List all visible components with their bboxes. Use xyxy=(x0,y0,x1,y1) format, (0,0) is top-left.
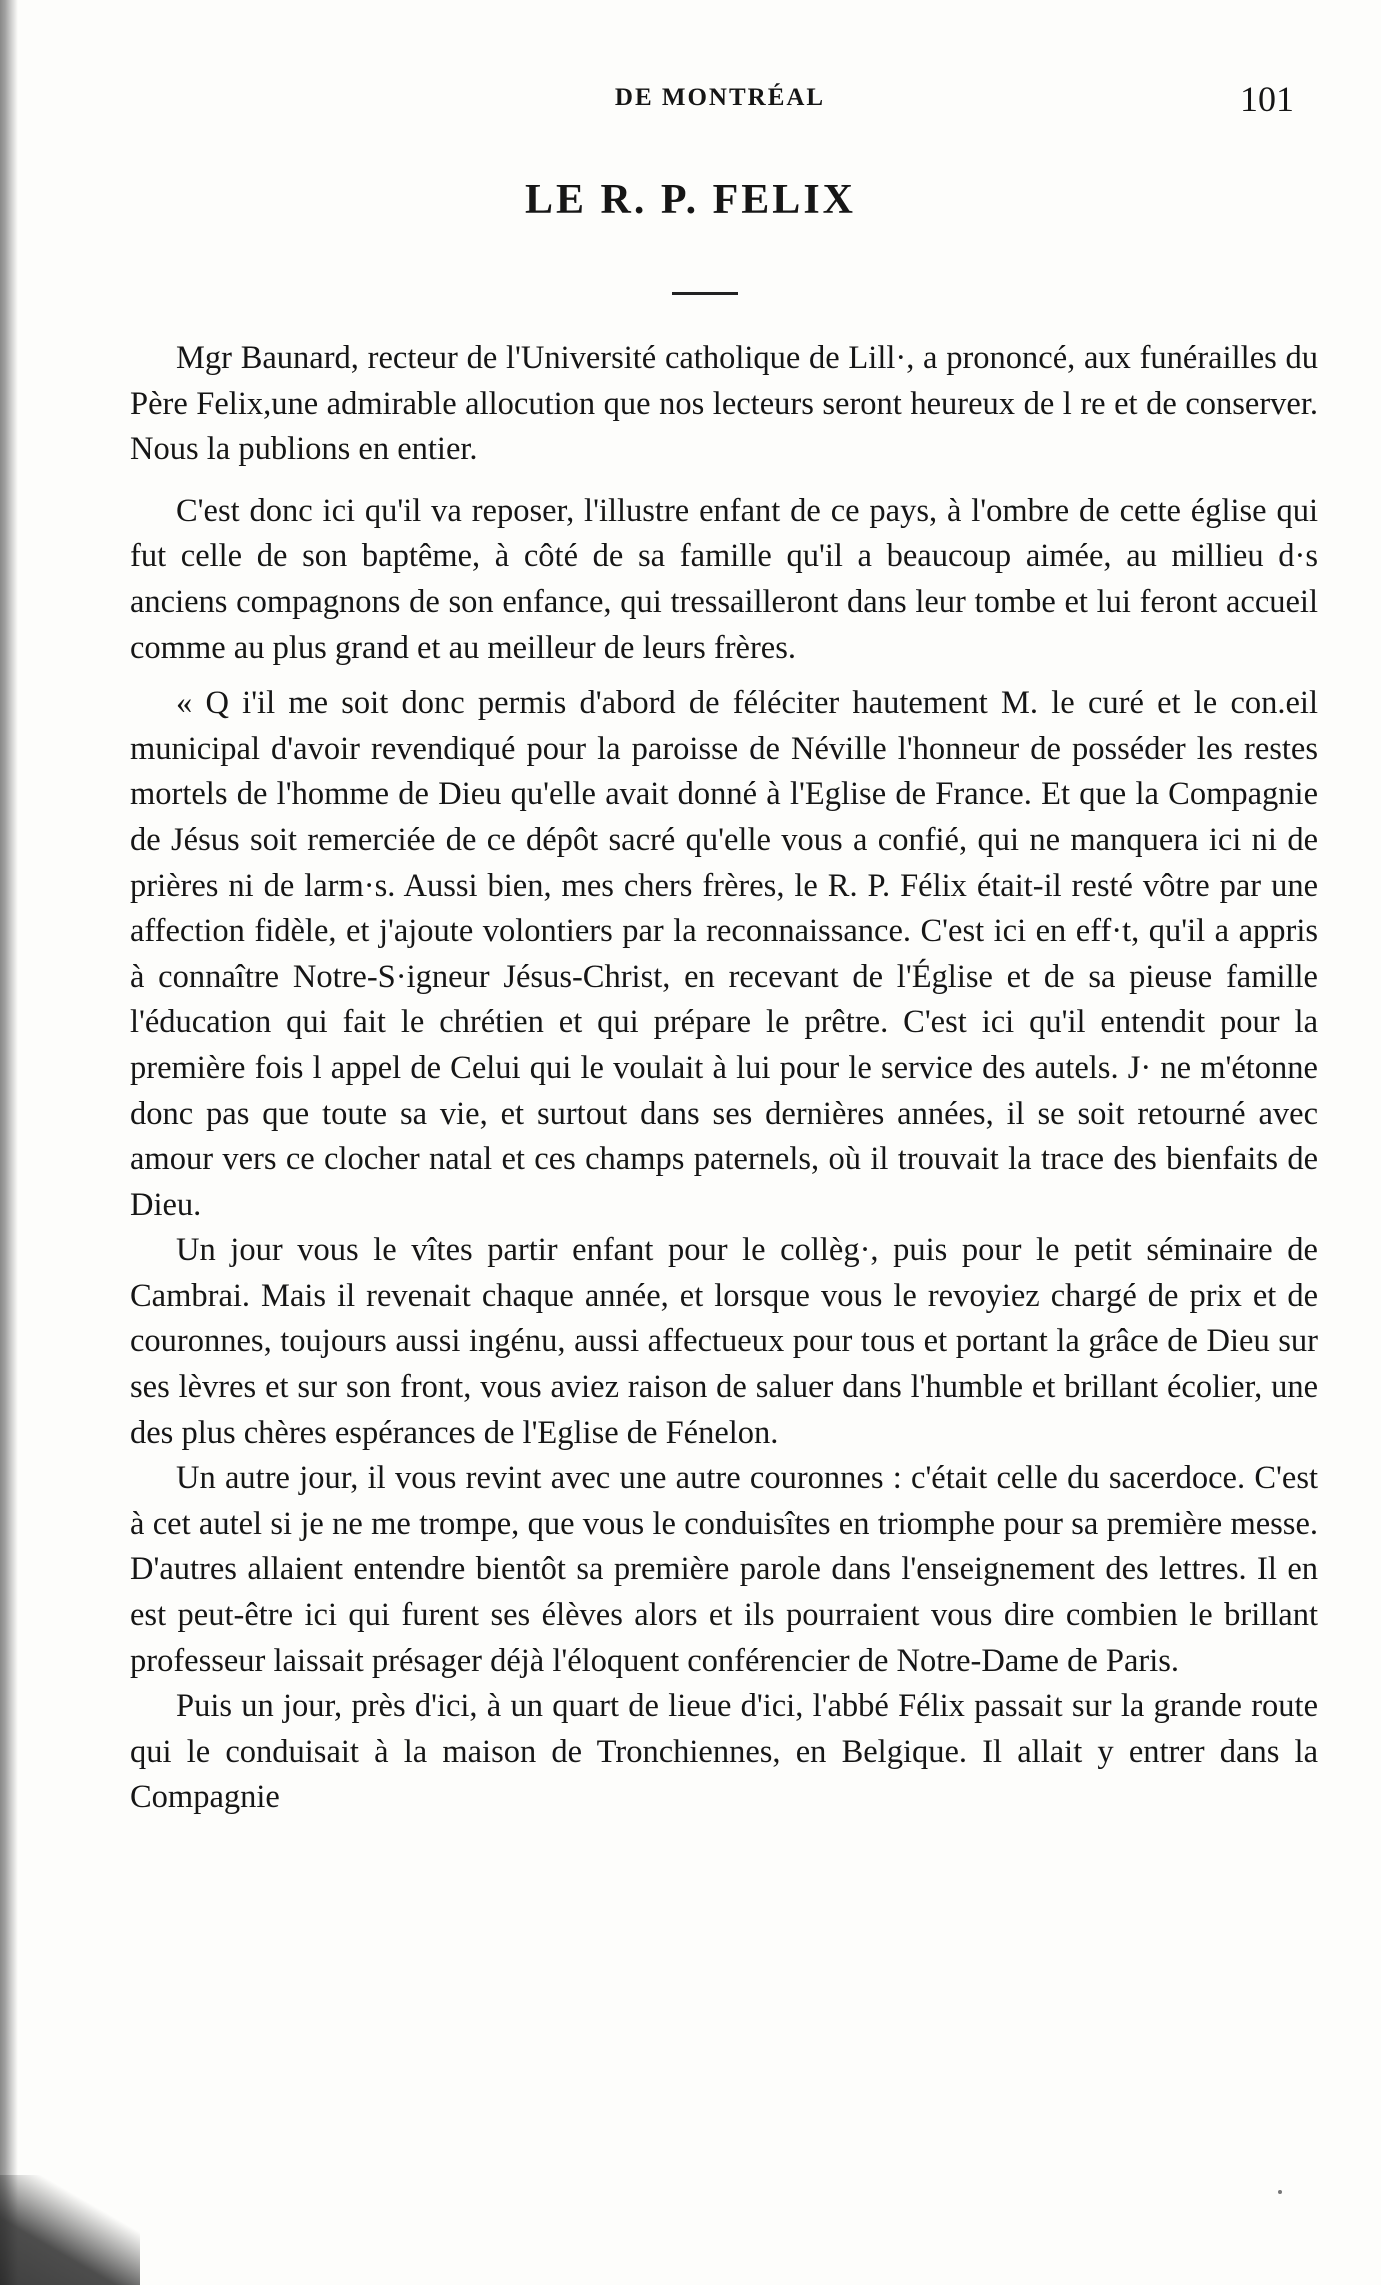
body-paragraph: C'est donc ici qu'il va reposer, l'illustre enfant de ce pays, à l'ombre de cette église qui fut celle de son baptême, à côté de sa famille qu'il a beaucoup aimée, au millieu d·s anciens compagnons de son enfance, qui tressailleront dans leur tombe et lui feront accueil comme au plus grand et au meilleur de leurs frères. xyxy=(130,492,1318,666)
body-paragraph: Un jour vous le vîtes partir enfant pour le collèg·, puis pour le petit séminaire de Cambrai. Mais il revenait chaque année, et lorsque vous le revoyiez chargé de prix et de couronnes, toujours aussi ingénu, aussi affectueux pour tous et portant la grâce de Dieu sur ses lèvres et sur son front, vous aviez raison de saluer dans l'humble et brillant écolier, une des plus chères espérances de l'Eglise de Fénelon. xyxy=(130,1232,1318,1451)
binding-shadow-corner xyxy=(0,2175,140,2285)
page-number: 101 xyxy=(1240,79,1294,119)
article-body xyxy=(130,336,1318,1821)
body-paragraph: Puis un jour, près d'ici, à un quart de lieue d'ici, l'abbé Félix passait sur la grande route qui le conduisait à la maison de Tronchiennes, en Belgique. Il allait y entrer dans la Compagnie xyxy=(130,1688,1318,1816)
body-paragraph: « Q i'il me soit donc permis d'abord de féléciter hautement M. le curé et le con.eil municipal d'avoir revendiqué pour la paroisse de Néville l'honneur de posséder les restes mortels de l'homme de Dieu qu'elle avait donné à l'Eglise de France. Et que la Compagnie de Jésus soit remerciée de ce dépôt sacré qu'elle vous a confié, qui ne manquera ici ni de prières ni de larm·s. Aussi bien, mes chers frères, le R. P. Félix était-il resté vôtre par une affection fidèle, et j'ajoute volontiers par la reconnaissance. C'est ici en eff·t, qu'il a appris à connaître Notre-S·igneur Jésus-Christ, en recevant de l'Église et de sa pieuse famille l'éducation qui fait le chrétien et qui prépare le prêtre. C'est ici qu'il entendit pour la première fois l appel de Celui qui le voulait à lui pour le service des autels. J· ne m'étonne donc pas que toute sa vie, et surtout dans ses dernières années, il se soit retourné avec amour vers ce clocher natal et ces champs paternels, où il trouvait la trace des bienfaits de Dieu. xyxy=(130,685,1318,1223)
intro-paragraph: Mgr Baunard, recteur de l'Université catholique de Lill·, a prononcé, aux funérailles du Père Felix,une admirable allocution que nos lecteurs seront heureux de l re et de conserver. Nous la publions en entier. xyxy=(130,340,1318,468)
body-paragraph: Un autre jour, il vous revint avec une autre couronnes : c'était celle du sacerdoce. C'est à cet autel si je ne me trompe, que vous le conduisîtes en triomphe pour sa première messe. D'autres allaient entendre bientôt sa première parole dans l'enseignement des lettres. Il en est peut-être ici qui furent ses élèves alors et ils pourraient vous dire combien le brillant professeur laissait présager déjà l'éloquent conférencier de Notre-Dame de Paris. xyxy=(130,1460,1318,1679)
title-divider xyxy=(672,292,738,295)
article-title: LE R. P. FELIX xyxy=(524,177,857,223)
binding-shadow xyxy=(0,0,18,2285)
running-title: DE MONTRÉAL xyxy=(614,84,826,111)
scan-speck xyxy=(1278,2190,1282,2194)
running-head xyxy=(0,78,1381,118)
